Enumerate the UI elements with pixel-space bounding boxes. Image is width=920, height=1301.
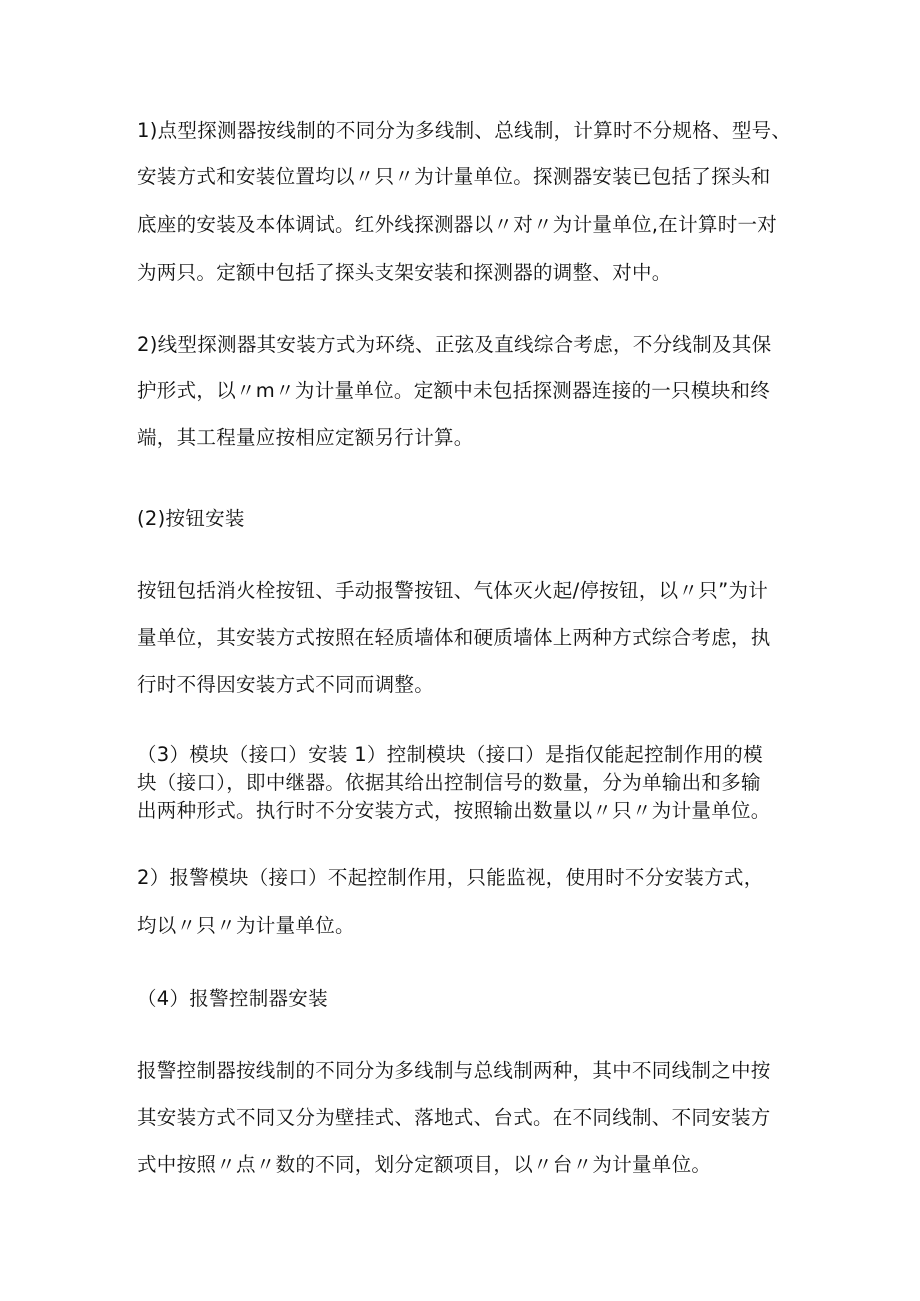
text-line: 安装方式和安装位置均以〃只〃为计量单位。探测器安装已包括了探头和 xyxy=(137,165,771,188)
text-line: 端，其工程量应按相应定额另行计算。 xyxy=(137,426,474,449)
text-line: 1)点型探测器按线制的不同分为多线制、总线制，计算时不分规格、型号、 xyxy=(137,119,792,142)
text-line: 出两种形式。执行时不分安装方式，按照输出数量以〃只〃为计量单位。 xyxy=(137,799,771,822)
text-line: （3）模块（接口）安装 1）控制模块（接口）是指仅能起控制作用的模 xyxy=(137,743,763,766)
text-line: 报警控制器按线制的不同分为多线制与总线制两种，其中不同线制之中按 xyxy=(137,1059,771,1082)
text-line: 护形式，以〃m〃为计量单位。定额中未包括探测器连接的一只模块和终 xyxy=(137,379,771,402)
text-line: 其安装方式不同又分为壁挂式、落地式、台式。在不同线制、不同安装方 xyxy=(137,1106,771,1129)
text-line: 按钮包括消火栓按钮、手动报警按钮、气体灭火起/停按钮，以〃只”为计 xyxy=(137,579,769,602)
text-line: 2）报警模块（接口）不起控制作用，只能监视，使用时不分安装方式， xyxy=(137,866,764,889)
text-line: 为两只。定额中包括了探头支架安装和探测器的调整、对中。 xyxy=(137,261,672,284)
text-line: 2)线型探测器其安装方式为环绕、正弦及直线综合考虑，不分线制及其保 xyxy=(137,333,772,356)
section-heading: （4）报警控制器安装 xyxy=(137,987,328,1010)
text-line: 行时不得因安装方式不同而调整。 xyxy=(137,673,435,696)
text-line: 底座的安装及本体调试。红外线探测器以〃对〃为计量单位,在计算时一对 xyxy=(137,213,778,236)
text-line: 均以〃只〃为计量单位。 xyxy=(137,914,355,937)
text-line: 式中按照〃点〃数的不同，划分定额项目，以〃台〃为计量单位。 xyxy=(137,1153,712,1176)
section-heading: (2)按钮安装 xyxy=(137,507,245,530)
text-line: 量单位，其安装方式按照在轻质墙体和硬质墙体上两种方式综合考虑，执 xyxy=(137,626,771,649)
text-line: 块（接口），即中继器。依据其给出控制信号的数量，分为单输出和多输 xyxy=(137,771,761,794)
